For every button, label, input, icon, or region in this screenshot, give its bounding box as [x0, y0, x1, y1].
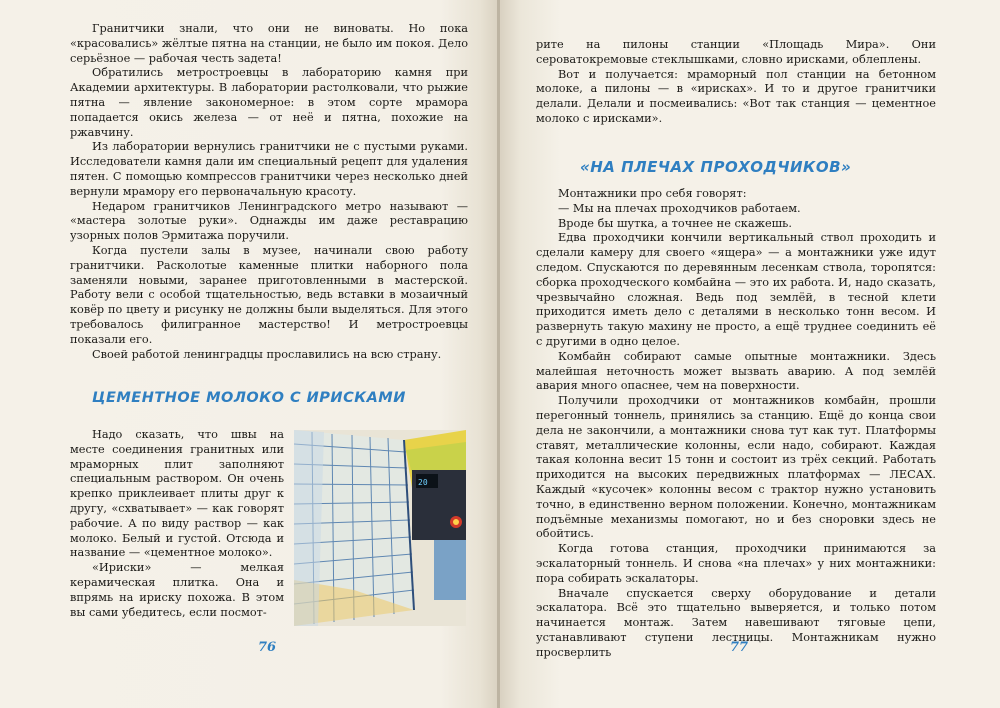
- paragraph: Комбайн собирают самые опытные монтажники. Здесь малейшая неточность может вызвать аварию. А под землёй авария много опаснее, чем на поверхности.: [536, 349, 936, 393]
- paragraph: — Мы на плечах проходчиков работаем.: [558, 201, 801, 215]
- page-number-right: 77: [730, 640, 749, 655]
- paragraph: Вот и получается: мраморный пол станции на бетонном молоке, а пилоны — в «ирисках». И то и другое гранитчики делали. Делали и посмеивались: «Вот так станция — цементное молоко с ирисками».: [536, 67, 936, 125]
- left-bottom-text: [70, 428, 284, 620]
- paragraph: Получили проходчики от монтажников комбайн, прошли перегонный тоннель, принялись за станцию. Ещё до конца свои дела не закончили, а монтажники снова тут как тут. Платформы ставят, металлические колонны, если надо, собирают. Каждая такая колонна весит 15 тонн и состоит из трёх секций. Работать приходится на высоких передвижных платформах — ЛЕСАХ. Каждый «кусочек» колонны весом с трактор нужно установить точно, в единственно верном положении. Конечно, монтажникам подъёмные механизмы помогают, но и без сноровки здесь не обойтись.: [536, 394, 936, 541]
- paragraph: Вроде бы шутка, а точнее не скажешь.: [558, 216, 792, 230]
- section-heading-cement: ЦЕМЕНТНОЕ МОЛОКО С ИРИСКАМИ: [92, 390, 406, 406]
- right-body-text: [536, 187, 936, 661]
- right-top-text: [536, 38, 936, 127]
- paragraph: рите на пилоны станции «Площадь Мира». Они сероватокремовые стеклышками, словно ирисками, облеплены.: [536, 38, 936, 66]
- page-number-left: 76: [258, 640, 277, 655]
- paragraph: Когда пустели залы в музее, начинали свою работу гранитчики. Расколотые каменные плитки наборного пола заменяли новыми, заранее приготовленными в мастерской. Работу вели с особой тщательностью, ведь вставки в мозаичный ковёр по цвету и рисунку не должны были выделяться. Для этого требовалось филигранное мастерство! И метростроевцы показали его.: [70, 243, 468, 346]
- paragraph: Вначале спускается сверху оборудование и детали эскалатора. Всё это тщательно выверяется, и только потом начинается монтаж. Затем навешивают тяговые цепи, устанавливают ступени лестницы. Монтажникам нужно просверлить: [536, 586, 936, 659]
- paragraph: Гранитчики знали, что они не виноваты. Но пока «красовались» жёлтые пятна на станции, не было им покоя. Дело серьёзное — рабочая честь задета!: [70, 22, 469, 65]
- section-heading-shoulders: «НА ПЛЕЧАХ ПРОХОДЧИКОВ»: [580, 158, 852, 176]
- svg-text:20: 20: [418, 478, 428, 487]
- right-page: [500, 0, 1000, 708]
- paragraph: Когда готова станция, проходчики принимаются за эскалаторный тоннель. И снова «на плечах» у них монтажники: пора собирать эскалаторы.: [536, 542, 936, 585]
- paragraph: Недаром гранитчиков Ленинградского метро называют — «мастера золотые руки». Однажды им даже реставрацию узорных полов Эрмитажа поручили.: [70, 199, 468, 243]
- paragraph: Монтажники про себя говорят:: [558, 187, 747, 200]
- paragraph: Едва проходчики кончили вертикальный ствол проходить и сделали камеру для своего «ящера» — а монтажники уже идут следом. Спускаются по деревянным лесенкам ствола, торопятся: сборка проходческого комбайна — это их работа. И, надо сказать, чрезвычайно сложная. Ведь под землёй, в тесной клети приходится иметь дело с деталями в несколько тонн весом. И развернуть такую махину не просто, а ещё труднее соединить её с другими в одно целое.: [536, 231, 936, 348]
- paragraph: Надо сказать, что швы на месте соединения гранитных или мраморных плит заполняют специальным раствором. Он очень крепко приклеивает плиты друг к другу, «схватывает» — как говорят рабочие. А по виду раствор — как молоко. Белый и густой. Отсюда и название — «цементное молоко».: [70, 428, 284, 560]
- paragraph: Своей работой ленинградцы прославились на всю страну.: [92, 347, 442, 361]
- paragraph: Обратились метростроевцы в лабораторию камня при Академии архитектуры. В лаборатории растолковали, что рыжие пятна — явление закономерное: в этом сорте мрамора попадается окись железа — от неё и пятна, похожие на ржавчину.: [70, 66, 468, 139]
- metro-station-illustration: [294, 430, 466, 626]
- paragraph: Из лаборатории вернулись гранитчики не с пустыми руками. Исследователи камня дали им специальный рецепт для удаления пятен. С помощью компрессов гранитчики через несколько дней вернули мрамору его первоначальную красоту.: [70, 140, 468, 198]
- left-top-text: [70, 22, 468, 362]
- paragraph: «Ириски» — мелкая керамическая плитка. Она и впрямь на ириску похожа. В этом вы сами убедитесь, если посмот-: [70, 561, 284, 619]
